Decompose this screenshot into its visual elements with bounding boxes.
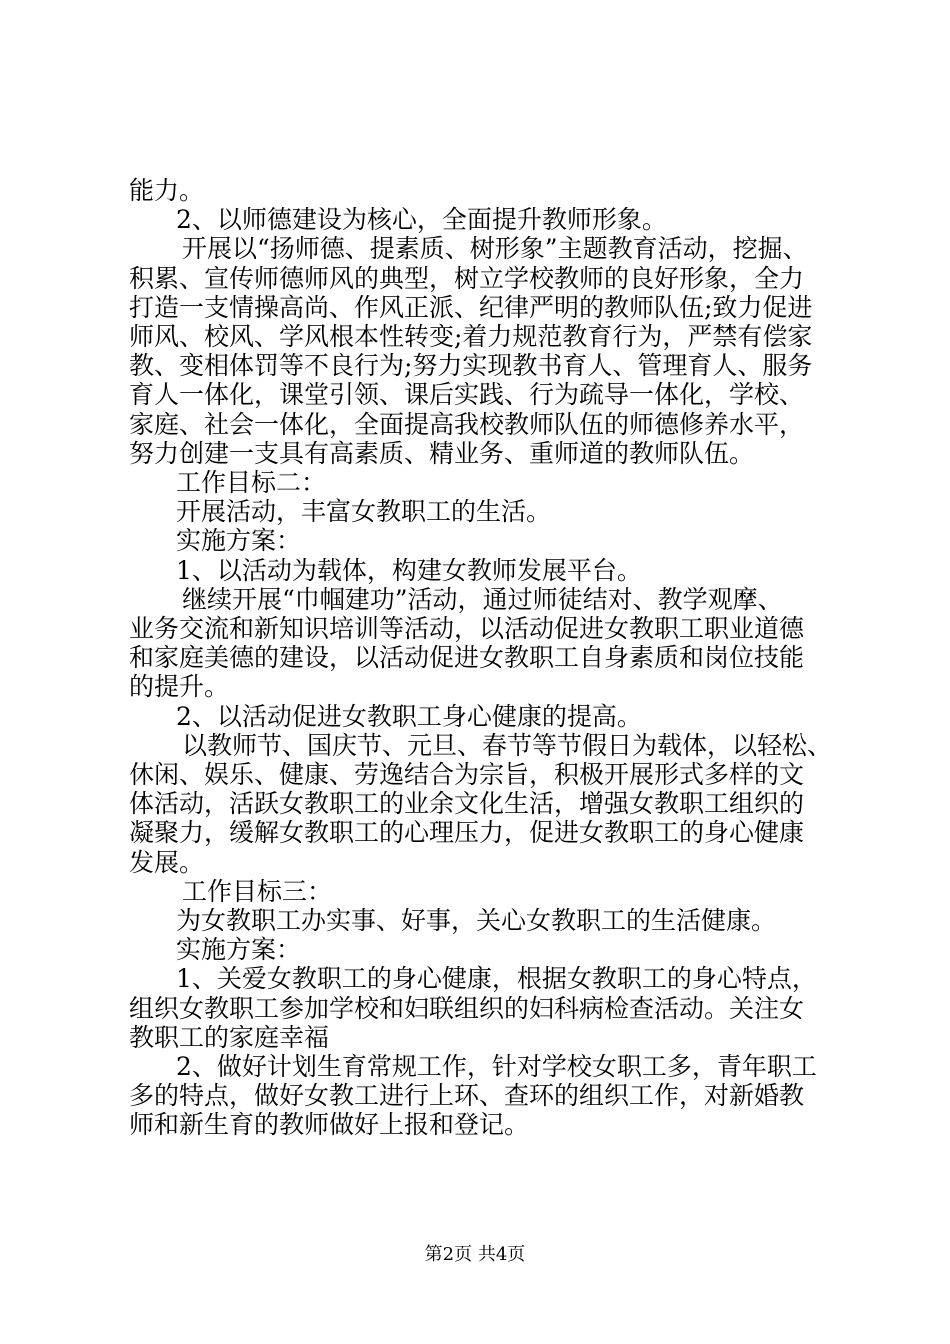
text-line: 开展活动，丰富女教职工的生活。 bbox=[176, 497, 552, 527]
text-line: 师和新生育的教师做好上报和登记。 bbox=[129, 1110, 530, 1140]
page-number-footer: 第2页 共4页 bbox=[424, 1244, 526, 1265]
text-line: 打造一支情操高尚、作风正派、纪律严明的教师队伍;致力促进 bbox=[129, 292, 813, 322]
text-line: 努力创建一支具有高素质、精业务、重师道的教师队伍。 bbox=[129, 438, 755, 468]
text-line: 多的特点，做好女教工进行上环、查环的组织工作，对新婚教 bbox=[129, 1081, 805, 1111]
section-heading: 工作目标三： bbox=[182, 876, 333, 906]
section-heading: 实施方案： bbox=[176, 526, 302, 556]
text-line: 发展。 bbox=[129, 847, 205, 877]
text-line: 2、以活动促进女教职工身心健康的提高。 bbox=[176, 701, 642, 731]
text-line: 以教师节、国庆节、元旦、春节等节假日为载体，以轻松、 bbox=[182, 730, 833, 760]
text-line: 为女教职工办实事、好事，关心女教职工的生活健康。 bbox=[176, 906, 777, 935]
text-line: 教、变相体罚等不良行为;努力实现教书育人、管理育人、服务 bbox=[129, 351, 813, 381]
section-heading: 实施方案： bbox=[176, 935, 302, 965]
text-line: 2、做好计划生育常规工作，针对学校女职工多，青年职工 bbox=[176, 1052, 817, 1081]
text-line: 凝聚力，缓解女教职工的心理压力，促进女教职工的身心健康 bbox=[129, 818, 805, 848]
text-line: 1、以活动为载体，构建女教师发展平台。 bbox=[176, 555, 642, 585]
text-line: 家庭、社会一体化，全面提高我校教师队伍的师德修养水平， bbox=[129, 409, 805, 439]
text-line: 能力。 bbox=[129, 176, 205, 205]
text-line: 1、关爱女教职工的身心健康，根据女教职工的身心特点， bbox=[176, 964, 817, 994]
text-line: 业务交流和新知识培训等活动，以活动促进女教职工职业道德 bbox=[129, 614, 805, 643]
text-line: 组织女教职工参加学校和妇联组织的妇科病检查活动。关注女 bbox=[129, 993, 805, 1023]
text-line: 休闲、娱乐、健康、劳逸结合为宗旨，积极开展形式多样的文 bbox=[129, 760, 805, 789]
text-line: 教职工的家庭幸福 bbox=[129, 1022, 330, 1052]
text-line: 积累、宣传师德师风的典型，树立学校教师的良好形象，全力 bbox=[129, 263, 805, 293]
text-line: 的提升。 bbox=[129, 672, 230, 702]
text-line: 2、以师德建设为核心，全面提升教师形象。 bbox=[176, 205, 667, 235]
text-line: 开展以“扬师德、提素质、树形象”主题教育活动，挖掘、 bbox=[182, 234, 808, 264]
section-heading: 工作目标二： bbox=[176, 468, 327, 497]
text-line: 师风、校风、学风根本性转变;着力规范教育行为，严禁有偿家 bbox=[129, 322, 813, 351]
text-line: 和家庭美德的建设，以活动促进女教职工自身素质和岗位技能 bbox=[129, 643, 805, 673]
text-line: 继续开展“巾帼建功”活动，通过师徒结对、教学观摩、 bbox=[182, 584, 783, 614]
text-line: 育人一体化，课堂引领、课后实践、行为疏导一体化，学校、 bbox=[129, 380, 805, 410]
text-line: 体活动，活跃女教职工的业余文化生活，增强女教职工组织的 bbox=[129, 789, 805, 819]
